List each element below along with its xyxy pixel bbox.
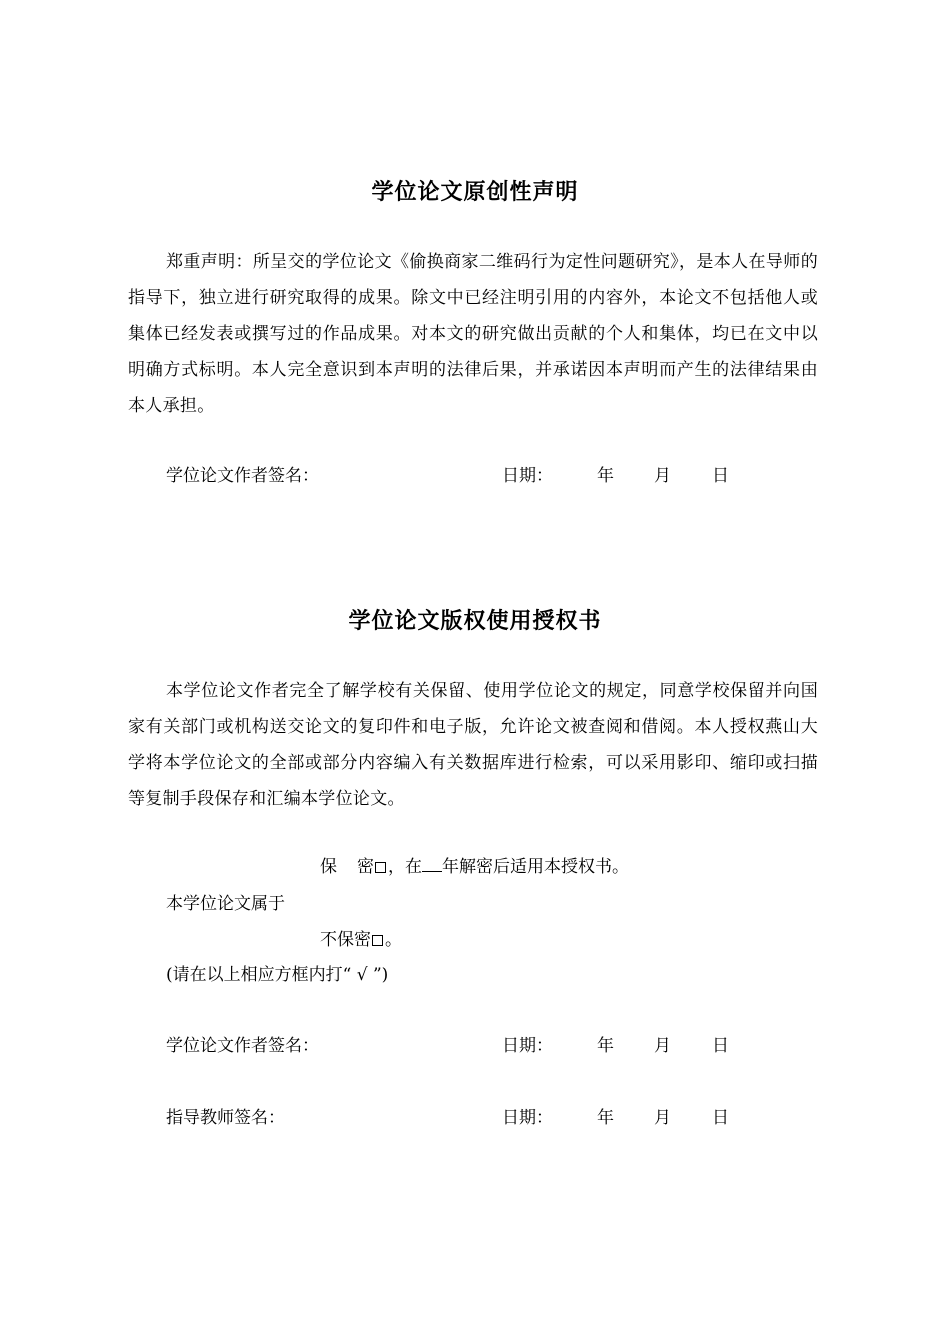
- date-label: 日期：: [502, 1108, 553, 1128]
- decrypt-years-blank[interactable]: [422, 855, 442, 872]
- advisor-signature-row: [166, 1106, 806, 1130]
- option-secret-line: [320, 855, 629, 879]
- month-label: 月: [654, 1036, 671, 1056]
- copyright-title: 学位论文版权使用授权书: [348, 609, 602, 634]
- date-label: 日期：: [502, 466, 553, 486]
- originality-body: 郑重声明：所呈交的学位论文《偷换商家二维码行为定性问题研究》，是本人在导师的指导下，独立进行研究取得的成果。除文中已经注明引用的内容外，本论文不包括他人或集体已经发表或撰写过的作品成果。对本文的研究做出贡献的个人和集体，均已在文中以明确方式标明。本人完全意识到本声明的法律后果，并承诺因本声明而产生的法律结果由本人承担。: [128, 252, 818, 416]
- belongs-label: 本学位论文属于: [166, 894, 285, 914]
- option-public-suffix: 。: [385, 930, 402, 950]
- month-label: 月: [654, 1108, 671, 1128]
- option-secret-mid: ，在: [388, 857, 422, 877]
- copyright-author-signature-row: [166, 1034, 806, 1058]
- option-public-line: [320, 928, 402, 952]
- year-label: 年: [597, 466, 614, 486]
- originality-title: 学位论文原创性声明: [371, 180, 579, 205]
- year-label: 年: [597, 1036, 614, 1056]
- option-secret-label-2: 密: [357, 857, 374, 877]
- author-signature-label: 学位论文作者签名：: [166, 466, 319, 486]
- year-label: 年: [597, 1108, 614, 1128]
- checkbox-instruction: (请在以上相应方框内打“ √ ”): [166, 965, 389, 985]
- date-label: 日期：: [502, 1036, 553, 1056]
- advisor-signature-label: 指导教师签名：: [166, 1108, 285, 1128]
- public-checkbox[interactable]: [372, 935, 383, 946]
- option-secret-suffix: 年解密后适用本授权书。: [442, 857, 629, 877]
- day-label: 日: [712, 466, 729, 486]
- option-secret-label: 保: [320, 857, 337, 877]
- copyright-body: 本学位论文作者完全了解学校有关保留、使用学位论文的规定，同意学校保留并向国家有关部门或机构送交论文的复印件和电子版，允许论文被查阅和借阅。本人授权燕山大学将本学位论文的全部或部分内容编入有关数据库进行检索，可以采用影印、缩印或扫描等复制手段保存和汇编本学位论文。: [128, 681, 818, 809]
- month-label: 月: [654, 466, 671, 486]
- secret-checkbox[interactable]: [375, 862, 386, 873]
- option-public-label: 不保密: [320, 930, 371, 950]
- day-label: 日: [712, 1108, 729, 1128]
- author-signature-label: 学位论文作者签名：: [166, 1036, 319, 1056]
- day-label: 日: [712, 1036, 729, 1056]
- originality-signature-row: [166, 464, 806, 488]
